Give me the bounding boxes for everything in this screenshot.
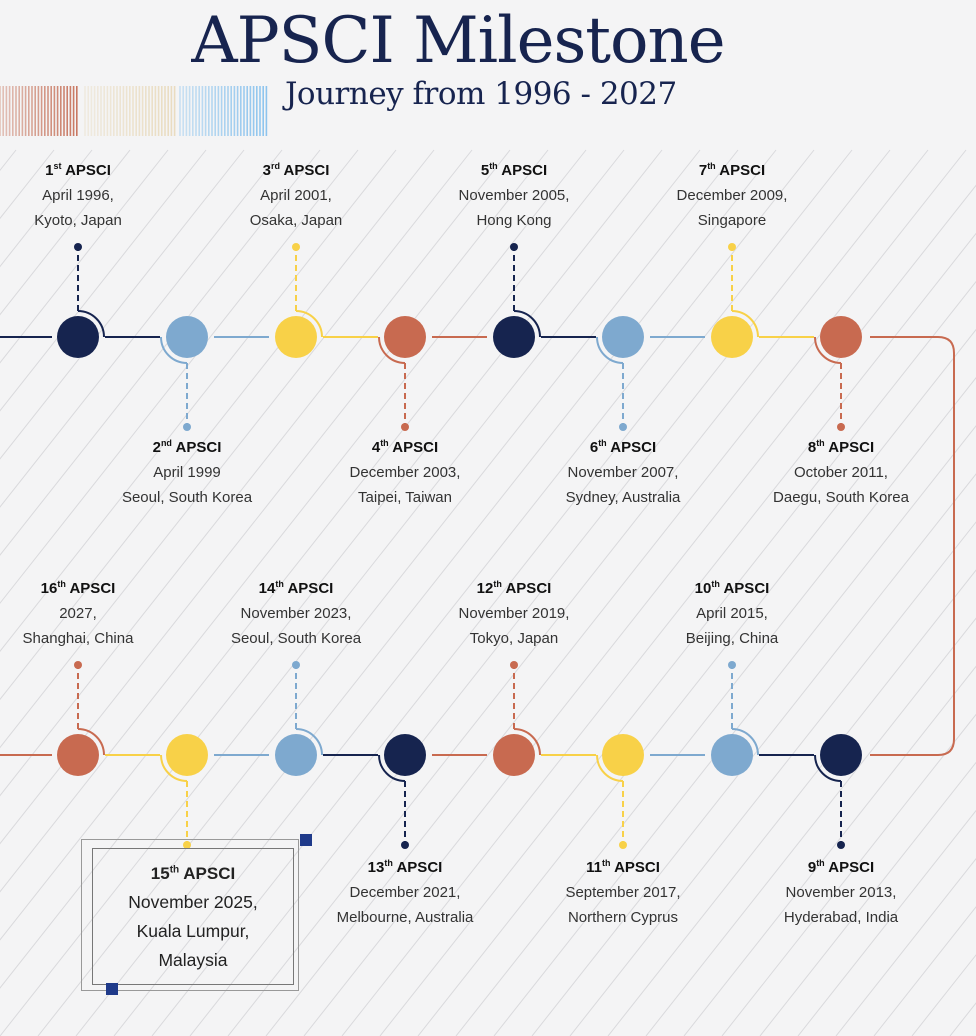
milestone-line1: April 2001, <box>260 187 332 204</box>
milestone-ordinal: 4 <box>371 439 381 456</box>
milestone-label-16 <box>0 576 178 651</box>
milestone-heading <box>0 576 178 601</box>
milestone-heading <box>305 435 505 460</box>
milestone-suffix: th <box>57 579 66 589</box>
milestone-line1: April 1996, <box>42 187 114 204</box>
decorative-square <box>106 983 118 995</box>
milestone-node-13 <box>379 734 426 849</box>
milestone-line1: November 2025, <box>128 892 258 912</box>
milestone-line1: April 1999 <box>153 464 221 481</box>
milestone-line2: Northern Cyprus <box>567 909 679 926</box>
milestone-label-7 <box>632 158 832 233</box>
milestone-ordinal: 3 <box>262 162 271 179</box>
milestone-ordinal: 6 <box>589 439 599 456</box>
milestone-heading <box>523 855 723 880</box>
milestone-line2: Sydney, Australia <box>565 489 681 506</box>
milestone-heading <box>196 576 396 601</box>
milestone-line1: December 2021, <box>349 884 461 901</box>
milestone-suffix: th <box>493 579 502 589</box>
milestone-node-11 <box>597 734 644 849</box>
milestone-label-11 <box>523 855 723 930</box>
milestone-suffix: nd <box>160 438 172 448</box>
milestone-suffix: th <box>816 438 825 448</box>
milestone-ordinal: 13 <box>367 859 385 876</box>
milestone-suffix: th <box>384 858 393 868</box>
milestone-ordinal: 10 <box>694 580 712 597</box>
milestone-line2: Kuala Lumpur, <box>136 921 250 941</box>
milestone-heading <box>414 158 614 183</box>
milestone-suffix: th <box>598 438 607 448</box>
milestone-line1: November 2019, <box>458 605 570 622</box>
milestone-line2: Daegu, South Korea <box>773 489 909 506</box>
milestone-event: APSCI <box>824 859 875 876</box>
milestone-label-9 <box>741 855 941 930</box>
milestone-line2: Shanghai, China <box>22 630 134 647</box>
milestone-event: APSCI <box>824 439 875 456</box>
milestone-node-4 <box>379 316 426 431</box>
milestone-node-15 <box>161 734 208 849</box>
milestone-line2: Seoul, South Korea <box>230 630 362 647</box>
milestone-ordinal: 9 <box>807 859 817 876</box>
milestone-ordinal: 16 <box>40 580 58 597</box>
milestone-label-5 <box>414 158 614 233</box>
milestone-label-8 <box>741 435 941 510</box>
milestone-node-16 <box>57 661 104 776</box>
milestone-label-6 <box>523 435 723 510</box>
milestone-line1: December 2003, <box>349 464 461 481</box>
milestone-ordinal: 15 <box>150 864 170 883</box>
milestone-ordinal: 7 <box>698 162 708 179</box>
milestone-heading <box>523 435 723 460</box>
milestone-node-2 <box>161 316 208 431</box>
milestone-label-10 <box>632 576 832 651</box>
milestone-label-4 <box>305 435 505 510</box>
milestone-label-12 <box>414 576 614 651</box>
decorative-square <box>300 834 312 846</box>
milestone-event: APSCI <box>392 859 443 876</box>
milestone-event: APSCI <box>606 439 657 456</box>
milestone-event: APSCI <box>501 580 552 597</box>
milestone-heading <box>87 435 287 460</box>
milestone-line2: Singapore <box>697 212 767 229</box>
milestone-heading <box>414 576 614 601</box>
milestone-node-10 <box>711 661 758 776</box>
milestone-event: APSCI <box>279 162 330 179</box>
milestone-line1: September 2017, <box>565 884 681 901</box>
milestone-event: APSCI <box>610 859 660 876</box>
milestone-suffix: th <box>169 864 180 876</box>
milestone-heading <box>632 158 832 183</box>
milestone-event: APSCI <box>65 580 116 597</box>
milestone-suffix: rd <box>270 161 280 171</box>
milestone-suffix: th <box>380 438 389 448</box>
milestone-line1: December 2009, <box>676 187 788 204</box>
milestone-line2: Taipei, Taiwan <box>358 489 452 506</box>
page-title: APSCI Milestone <box>191 4 725 78</box>
milestone-line2: Melbourne, Australia <box>336 909 474 926</box>
milestone-line2: Tokyo, Japan <box>469 630 559 647</box>
milestone-line1: 2027, <box>59 605 97 622</box>
milestone-event: APSCI <box>179 864 236 883</box>
milestone-line2: Osaka, Japan <box>249 212 343 229</box>
milestone-event: APSCI <box>497 162 548 179</box>
milestone-heading <box>93 859 293 888</box>
milestone-line1: November 2023, <box>240 605 352 622</box>
milestone-ordinal: 11 <box>586 859 602 876</box>
milestone-ordinal: 1 <box>45 162 54 179</box>
milestone-ordinal: 2 <box>152 439 161 456</box>
milestone-suffix: st <box>53 161 62 171</box>
milestone-heading <box>196 158 396 183</box>
decorative-stripes <box>0 86 270 136</box>
page-subtitle: Journey from 1996 - 2027 <box>285 76 677 112</box>
milestone-line1: November 2005, <box>458 187 570 204</box>
milestone-event: APSCI <box>715 162 766 179</box>
milestone-line1: November 2013, <box>785 884 897 901</box>
milestone-line2: Hong Kong <box>476 212 552 229</box>
milestone-line2: Kyoto, Japan <box>34 212 122 229</box>
milestone-line1: November 2007, <box>567 464 679 481</box>
milestone-label-14 <box>196 576 396 651</box>
milestone-label-2 <box>87 435 287 510</box>
milestone-heading <box>741 435 941 460</box>
milestone-suffix: th <box>601 858 611 868</box>
milestone-event: APSCI <box>283 580 334 597</box>
milestone-node-8 <box>815 316 862 431</box>
milestone-ordinal: 12 <box>476 580 494 597</box>
milestone-line2: Beijing, China <box>685 630 779 647</box>
milestone-line3: Malaysia <box>158 950 228 970</box>
milestone-label-1 <box>0 158 178 233</box>
milestone-heading <box>632 576 832 601</box>
milestone-heading <box>0 158 178 183</box>
milestone-node-7 <box>711 243 758 358</box>
milestone-ordinal: 5 <box>480 162 490 179</box>
milestone-label-13 <box>305 855 505 930</box>
milestone-suffix: th <box>711 579 720 589</box>
milestone-heading <box>741 855 941 880</box>
milestone-suffix: th <box>275 579 284 589</box>
featured-milestone-card <box>92 848 294 985</box>
milestone-node-5 <box>493 243 540 358</box>
milestone-ordinal: 14 <box>258 580 276 597</box>
milestone-suffix: th <box>707 161 716 171</box>
milestone-line2: Seoul, South Korea <box>121 489 253 506</box>
milestone-event: APSCI <box>719 580 770 597</box>
milestone-line1: April 2015, <box>696 605 768 622</box>
milestone-line1: October 2011, <box>794 464 888 481</box>
milestone-ordinal: 8 <box>807 439 817 456</box>
milestone-event: APSCI <box>388 439 439 456</box>
milestone-event: APSCI <box>61 162 111 179</box>
milestone-heading <box>305 855 505 880</box>
milestone-suffix: th <box>489 161 498 171</box>
milestone-node-9 <box>815 734 862 849</box>
milestone-label-3 <box>196 158 396 233</box>
milestone-suffix: th <box>816 858 825 868</box>
milestone-event: APSCI <box>171 439 222 456</box>
milestone-line2: Hyderabad, India <box>783 909 899 926</box>
